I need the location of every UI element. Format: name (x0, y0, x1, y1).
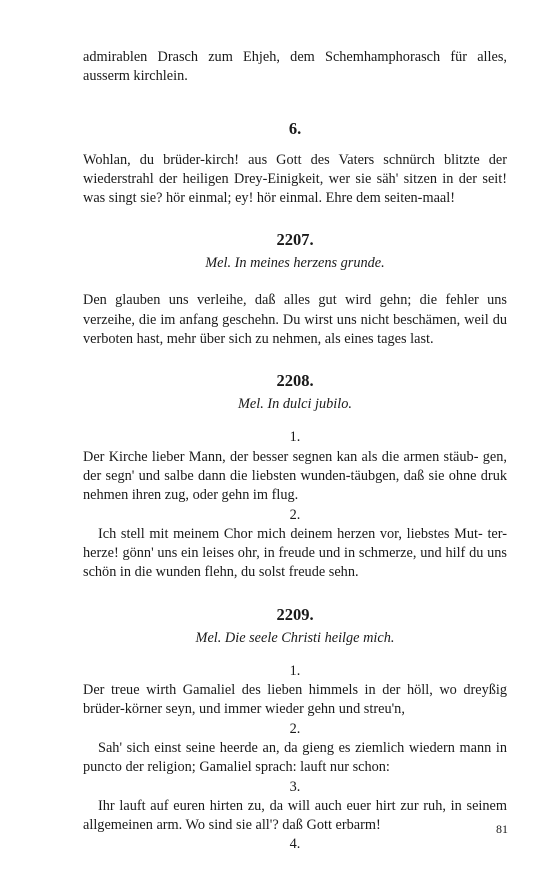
verse-number: 4. (289, 836, 301, 853)
page-body (83, 48, 507, 855)
verse-number: 1. (289, 429, 301, 446)
hymn-number: 6. (288, 118, 302, 138)
verse-number: 2. (289, 720, 301, 737)
intro-paragraph: admirablen Drasch zum Ehjeh, dem Schemhamphorasch für alles, ausserm kirchlein. (83, 49, 507, 85)
verse-text: Der Kirche lieber Mann, der besser segnen kan als die armen stäub- gen, der segn' und salbe dann die liebsten wunden-täubgen, daß sie ohne druk nehmen ihren zug, oder gehn im flug. (83, 448, 507, 504)
verse-text: Der treue wirth Gamaliel des lieben himmels in der höll, wo dreyßig brüder-körner seyn, und immer wieder gehn und streu'n, (83, 682, 507, 718)
melody-line: Mel. In meines herzens grunde. (205, 255, 385, 272)
hymn-number: 2209. (276, 604, 314, 624)
verse-number: 3. (289, 778, 301, 795)
hymn-number: 2208. (276, 371, 314, 391)
verse-number: 1. (289, 662, 301, 679)
hymn-text: Wohlan, du brüder-kirch! aus Gott des Vaters schnürch blitzte der wiederstrahl der heiligen Drey-Einigkeit, wer sie säh' sitzen in der seit! was singt sie? hör einmal; ey! hör einmal. Ehre dem seiten-maal! (83, 151, 507, 207)
melody-line: Mel. Die seele Christi heilge mich. (195, 629, 395, 646)
hymn-number: 2207. (276, 230, 314, 250)
verse-text: Sah' sich einst seine heerde an, da gieng es ziemlich wiedern mann in puncto der religion; Gamaliel sprach: lauft nur schon: (83, 739, 507, 776)
hymn-text: Den glauben uns verleihe, daß alles gut wird gehn; die fehler uns verzeihe, die im anfang geschehn. Du wirst uns nicht beschämen, weil du verboten hast, mehr über sich zu nehmen, als eines tages last. (83, 292, 507, 348)
page-number: 81 (496, 822, 508, 836)
melody-line: Mel. In dulci jubilo. (238, 396, 352, 413)
verse-text: Ich stell mit meinem Chor mich deinem herzen vor, liebstes Mut- ter-herze! gönn' uns ein leises ohr, in freude und in schmerze, und hilf du uns schön in die wunden flehn, du solst freude sehn. (83, 525, 507, 581)
verse-text: Ihr lauft auf euren hirten zu, da will auch euer hirt zur ruh, in seinem allgemeinen arm. Wo sind sie all'? daß Gott erbarm! (83, 797, 507, 834)
verse-number: 2. (289, 506, 301, 523)
